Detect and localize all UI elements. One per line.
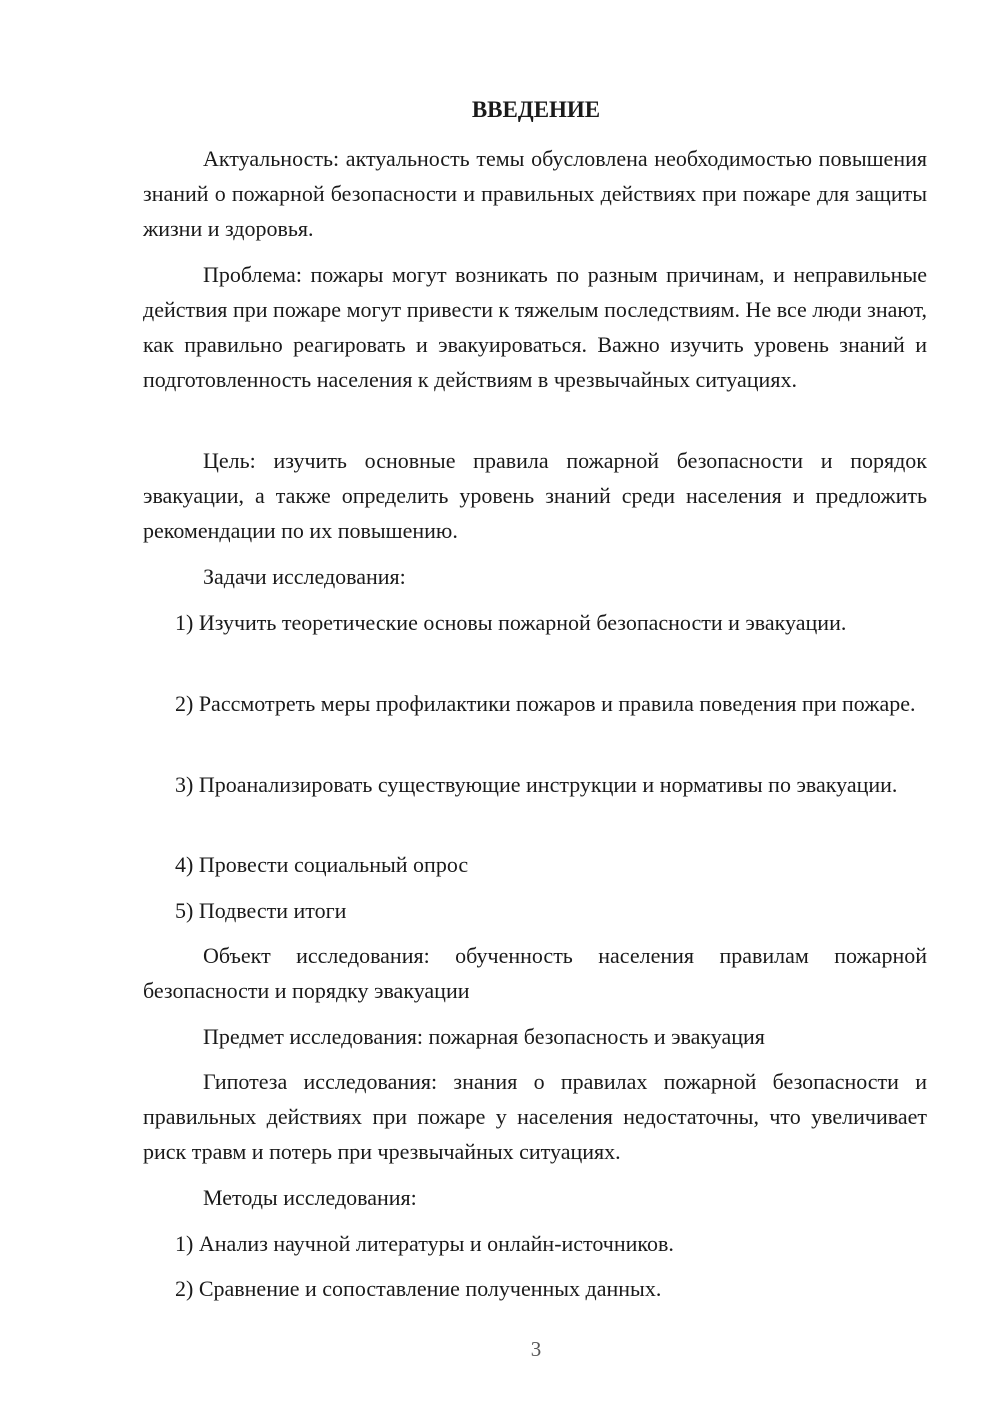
paragraph-relevance: Актуальность: актуальность темы обусловлена необходимостью повышения знаний о пожарной безопасности и правильных действиях при пожаре для защиты жизни и здоровья. xyxy=(143,146,927,241)
method-item-2: 2) Сравнение и сопоставление полученных данных. xyxy=(175,1276,662,1301)
task-item-5: 5) Подвести итоги xyxy=(175,898,347,923)
task-item-4: 4) Провести социальный опрос xyxy=(175,852,469,877)
method-item-1: 1) Анализ научной литературы и онлайн-источников. xyxy=(175,1231,674,1256)
paragraph-hypothesis: Гипотеза исследования: знания о правилах пожарной безопасности и правильных действиях при пожаре у населения недостаточны, что увеличивает риск травм и потерь при чрезвычайных ситуациях. xyxy=(143,1069,927,1164)
paragraph-goal: Цель: изучить основные правила пожарной безопасности и порядок эвакуации, а также определить уровень знаний среди населения и предложить рекомендации по их повышению. xyxy=(143,448,927,543)
paragraph-object: Объект исследования: обученность населения правилам пожарной безопасности и порядку эвакуации xyxy=(143,943,927,1003)
task-item-3: 3) Проанализировать существующие инструкции и нормативы по эвакуации. xyxy=(175,772,898,797)
paragraph-subject: Предмет исследования: пожарная безопасность и эвакуация xyxy=(203,1024,765,1049)
page-number: 3 xyxy=(530,1337,542,1361)
paragraph-tasks-heading: Задачи исследования: xyxy=(203,564,406,589)
section-title: ВВЕДЕНИЕ xyxy=(471,97,601,122)
task-item-1: 1) Изучить теоретические основы пожарной безопасности и эвакуации. xyxy=(175,610,847,635)
paragraph-methods-heading: Методы исследования: xyxy=(203,1185,417,1210)
task-item-2: 2) Рассмотреть меры профилактики пожаров и правила поведения при пожаре. xyxy=(175,691,916,716)
paragraph-problem: Проблема: пожары могут возникать по разным причинам, и неправильные действия при пожаре могут привести к тяжелым последствиям. Не все люди знают, как правильно реагировать и эвакуироваться. Важно изучить уровень знаний и подготовленность населения к действиям в чрезвычайных ситуациях. xyxy=(143,262,927,392)
